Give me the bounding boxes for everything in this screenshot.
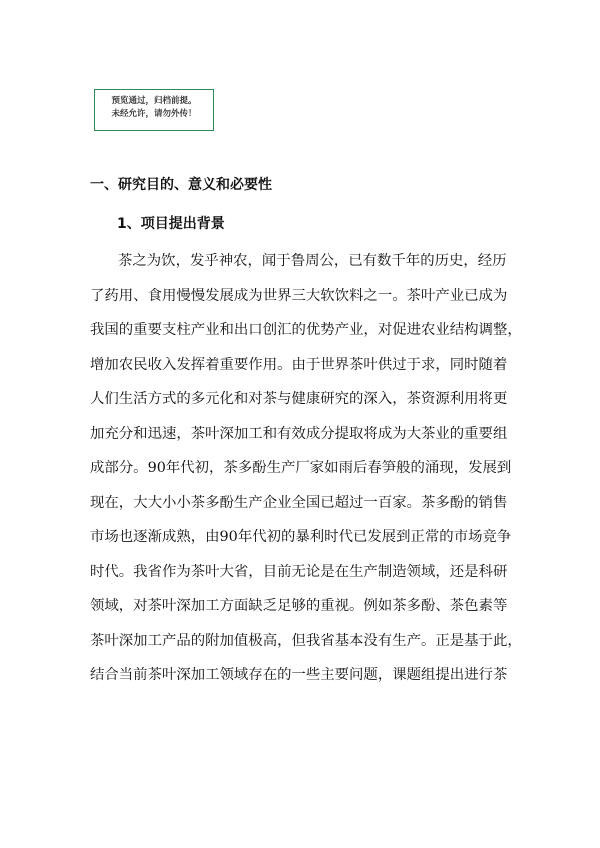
- paragraph-line: 增加农民收入发挥着重要作用。由于世界茶叶供过于求，同时随着: [90, 356, 508, 373]
- paragraph-line: 结合当前茶叶深加工领域存在的一些主要问题，课题组提出进行茶: [90, 667, 508, 683]
- paragraph-line: 我国的重要支柱产业和出口创汇的优势产业，对促进农业结构调整，: [90, 322, 522, 338]
- paragraph-line: 茶之为饮，发乎神农，闻于鲁周公，已有数千年的历史，经历: [118, 253, 507, 269]
- notice-line-1: 预览通过，归档前提。: [111, 96, 197, 106]
- section-heading: 一、研究目的、意义和必要性: [90, 177, 272, 193]
- notice-line-2: 未经允许，请勿外传！: [111, 109, 197, 119]
- paragraph-line: 市场也逐渐成熟，由90年代初的暴利时代已发展到正常的市场竞争: [90, 529, 512, 545]
- body-paragraph: [90, 250, 520, 699]
- paragraph-line: 时代。我省作为茶叶大省，目前无论是在生产制造领域，还是科研: [90, 563, 508, 580]
- paragraph-line: 了药用、食用慢慢发展成为世界三大软饮料之一。茶叶产业已成为: [90, 287, 508, 304]
- subsection-heading: 1、项目提出背景: [117, 216, 225, 232]
- paragraph-line: 现在，大大小小茶多酚生产企业全国已超过一百家。茶多酚的销售: [90, 494, 508, 511]
- paragraph-line: 加充分和迅速，茶叶深加工和有效成分提取将成为大茶业的重要组: [90, 425, 508, 442]
- notice-box: [94, 89, 214, 131]
- paragraph-line: 成部分。90年代初，茶多酚生产厂家如雨后春笋般的涌现，发展到: [90, 460, 512, 476]
- paragraph-line: 领域，对茶叶深加工方面缺乏足够的重视。例如茶多酚、茶色素等: [90, 598, 508, 614]
- paragraph-line: 人们生活方式的多元化和对茶与健康研究的深入，茶资源利用将更: [90, 391, 508, 407]
- paragraph-line: 茶叶深加工产品的附加值极高，但我省基本没有生产。正是基于此，: [90, 632, 522, 649]
